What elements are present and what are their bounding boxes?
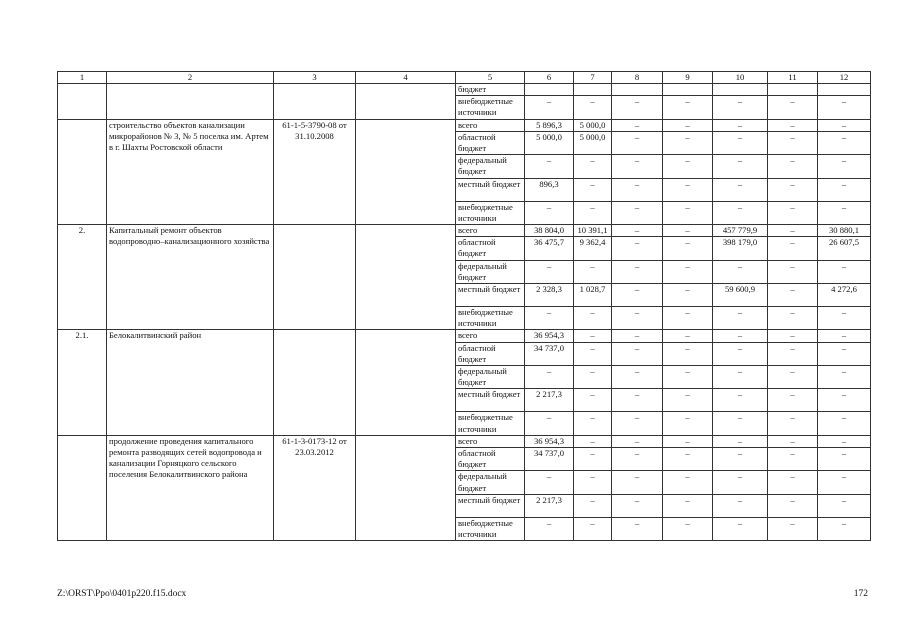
value-cell <box>574 84 612 96</box>
value-cell: – <box>663 131 713 154</box>
value-cell: – <box>574 435 612 447</box>
value-cell: – <box>574 517 612 540</box>
value-cell: – <box>818 260 871 283</box>
funding-source-cell: областной бюджет <box>456 237 525 260</box>
value-cell: 59 600,9 <box>713 284 768 307</box>
budget-table <box>57 71 871 541</box>
value-cell: – <box>612 119 663 131</box>
header-cell: 6 <box>525 72 574 84</box>
value-cell: – <box>663 412 713 435</box>
table-row <box>58 330 871 342</box>
value-cell: – <box>574 155 612 178</box>
value-cell: – <box>818 389 871 412</box>
value-cell: – <box>612 389 663 412</box>
funding-source-cell: внебюджетные источники <box>456 412 525 435</box>
value-cell: – <box>818 412 871 435</box>
value-cell: – <box>818 178 871 201</box>
value-cell: – <box>663 201 713 224</box>
footer-file-path: Z:\ORST\Ppo\0401p220.f15.docx <box>57 589 187 599</box>
value-cell: – <box>713 517 768 540</box>
value-cell: 2 217,3 <box>525 494 574 517</box>
funding-source-cell: федеральный бюджет <box>456 155 525 178</box>
value-cell: – <box>612 155 663 178</box>
value-cell: – <box>663 389 713 412</box>
value-cell: 4 272,6 <box>818 284 871 307</box>
value-cell: 38 804,0 <box>525 225 574 237</box>
value-cell <box>818 84 871 96</box>
funding-source-cell: бюджет <box>456 84 525 96</box>
value-cell: – <box>612 448 663 471</box>
reference-cell: 61-1-3-0173-12 от 23.03.2012 <box>274 435 356 540</box>
value-cell: – <box>525 201 574 224</box>
value-cell <box>525 84 574 96</box>
value-cell: – <box>574 330 612 342</box>
empty-cell <box>356 435 456 540</box>
value-cell: – <box>768 366 818 389</box>
value-cell: 1 028,7 <box>574 284 612 307</box>
funding-source-cell: внебюджетные источники <box>456 517 525 540</box>
value-cell: – <box>574 307 612 330</box>
value-cell: – <box>663 96 713 119</box>
value-cell: – <box>768 178 818 201</box>
value-cell: – <box>713 260 768 283</box>
value-cell: – <box>768 342 818 365</box>
value-cell: – <box>713 155 768 178</box>
value-cell: – <box>663 237 713 260</box>
header-cell: 11 <box>768 72 818 84</box>
value-cell: – <box>713 494 768 517</box>
value-cell: 30 880,1 <box>818 225 871 237</box>
value-cell: – <box>713 471 768 494</box>
reference-cell: 61-1-5-3790-08 от 31.10.2008 <box>274 119 356 224</box>
value-cell: – <box>818 448 871 471</box>
funding-source-cell: всего <box>456 435 525 447</box>
description-cell: Белокалитвинский район <box>107 330 274 435</box>
row-number-cell: 2. <box>58 225 107 330</box>
value-cell: – <box>768 307 818 330</box>
value-cell: – <box>768 237 818 260</box>
value-cell: – <box>713 412 768 435</box>
value-cell: 5 000,0 <box>574 131 612 154</box>
value-cell: 36 954,3 <box>525 330 574 342</box>
value-cell: – <box>768 96 818 119</box>
value-cell: – <box>663 342 713 365</box>
table-header-row <box>58 72 871 84</box>
header-cell: 10 <box>713 72 768 84</box>
value-cell: – <box>663 260 713 283</box>
table-row <box>58 435 871 447</box>
value-cell: – <box>574 366 612 389</box>
row-number-cell <box>58 435 107 540</box>
description-cell: Капитальный ремонт объектов водопроводно–канализационного хозяйства <box>107 225 274 330</box>
row-number-cell <box>58 119 107 224</box>
value-cell: – <box>713 330 768 342</box>
table-row <box>58 225 871 237</box>
value-cell: – <box>768 471 818 494</box>
value-cell: – <box>713 96 768 119</box>
value-cell: – <box>768 225 818 237</box>
value-cell: – <box>663 494 713 517</box>
value-cell: – <box>525 307 574 330</box>
value-cell: – <box>768 119 818 131</box>
value-cell: 5 896,3 <box>525 119 574 131</box>
value-cell: – <box>663 517 713 540</box>
reference-cell <box>274 84 356 120</box>
footer-page-number: 172 <box>853 589 868 599</box>
value-cell: 398 179,0 <box>713 237 768 260</box>
value-cell: – <box>818 330 871 342</box>
funding-source-cell: местный бюджет <box>456 284 525 307</box>
value-cell: – <box>525 96 574 119</box>
reference-cell <box>274 330 356 435</box>
value-cell: 5 000,0 <box>574 119 612 131</box>
value-cell: – <box>818 119 871 131</box>
value-cell: – <box>574 96 612 119</box>
value-cell: – <box>612 131 663 154</box>
reference-cell <box>274 225 356 330</box>
value-cell: – <box>612 225 663 237</box>
value-cell: – <box>612 201 663 224</box>
value-cell: – <box>612 412 663 435</box>
value-cell: – <box>818 471 871 494</box>
value-cell: – <box>768 260 818 283</box>
value-cell: – <box>574 389 612 412</box>
value-cell: – <box>574 178 612 201</box>
value-cell: 34 737,0 <box>525 448 574 471</box>
value-cell: – <box>663 330 713 342</box>
value-cell: – <box>663 284 713 307</box>
value-cell: – <box>525 471 574 494</box>
value-cell: – <box>663 448 713 471</box>
value-cell: – <box>818 435 871 447</box>
value-cell: – <box>612 260 663 283</box>
value-cell: 896,3 <box>525 178 574 201</box>
value-cell: – <box>818 201 871 224</box>
value-cell: – <box>574 201 612 224</box>
value-cell: – <box>768 494 818 517</box>
empty-cell <box>356 119 456 224</box>
value-cell: 2 328,3 <box>525 284 574 307</box>
value-cell: – <box>663 225 713 237</box>
value-cell: – <box>612 96 663 119</box>
value-cell: – <box>612 342 663 365</box>
value-cell: – <box>574 412 612 435</box>
value-cell: 457 779,9 <box>713 225 768 237</box>
row-number-cell: 2.1. <box>58 330 107 435</box>
value-cell: – <box>818 517 871 540</box>
empty-cell <box>356 330 456 435</box>
value-cell: – <box>663 307 713 330</box>
value-cell: – <box>768 412 818 435</box>
funding-source-cell: местный бюджет <box>456 178 525 201</box>
value-cell: 9 362,4 <box>574 237 612 260</box>
description-cell <box>107 84 274 120</box>
value-cell: – <box>612 517 663 540</box>
empty-cell <box>356 225 456 330</box>
value-cell: 26 607,5 <box>818 237 871 260</box>
funding-source-cell: всего <box>456 330 525 342</box>
value-cell: – <box>713 201 768 224</box>
value-cell: – <box>768 389 818 412</box>
value-cell: 2 217,3 <box>525 389 574 412</box>
funding-source-cell: внебюджетные источники <box>456 201 525 224</box>
value-cell: 36 954,3 <box>525 435 574 447</box>
value-cell: – <box>818 494 871 517</box>
value-cell: – <box>768 448 818 471</box>
value-cell: – <box>768 284 818 307</box>
value-cell: – <box>713 342 768 365</box>
funding-source-cell: федеральный бюджет <box>456 471 525 494</box>
funding-source-cell: внебюджетные источники <box>456 307 525 330</box>
funding-source-cell: всего <box>456 119 525 131</box>
header-cell: 12 <box>818 72 871 84</box>
funding-source-cell: местный бюджет <box>456 494 525 517</box>
value-cell: – <box>612 178 663 201</box>
value-cell: – <box>612 237 663 260</box>
value-cell: – <box>574 494 612 517</box>
value-cell: – <box>713 389 768 412</box>
header-cell: 3 <box>274 72 356 84</box>
value-cell: – <box>768 155 818 178</box>
value-cell: – <box>713 119 768 131</box>
value-cell: – <box>612 284 663 307</box>
funding-source-cell: областной бюджет <box>456 342 525 365</box>
value-cell: – <box>612 366 663 389</box>
value-cell: – <box>818 96 871 119</box>
value-cell: – <box>525 412 574 435</box>
empty-cell <box>356 84 456 120</box>
value-cell: – <box>713 448 768 471</box>
value-cell: – <box>663 155 713 178</box>
value-cell: – <box>768 201 818 224</box>
value-cell <box>768 84 818 96</box>
header-cell: 1 <box>58 72 107 84</box>
value-cell: – <box>574 260 612 283</box>
value-cell: – <box>768 330 818 342</box>
value-cell: – <box>663 471 713 494</box>
description-cell: продолжение проведения капитального ремонта разводящих сетей водопровода и канализации Горняцкого сельского поселения Белокалитвинского района <box>107 435 274 540</box>
value-cell: – <box>574 342 612 365</box>
value-cell: – <box>818 307 871 330</box>
table-row <box>58 119 871 131</box>
value-cell: – <box>818 366 871 389</box>
value-cell: – <box>713 131 768 154</box>
value-cell: – <box>713 366 768 389</box>
header-cell: 2 <box>107 72 274 84</box>
description-cell: строительство объектов канализации микрорайонов № 3, № 5 поселка им. Артем в г. Шахты Ростовской области <box>107 119 274 224</box>
value-cell <box>663 84 713 96</box>
value-cell: 34 737,0 <box>525 342 574 365</box>
value-cell <box>612 84 663 96</box>
funding-source-cell: областной бюджет <box>456 131 525 154</box>
table-row <box>58 84 871 96</box>
value-cell: – <box>818 131 871 154</box>
funding-source-cell: всего <box>456 225 525 237</box>
header-cell: 4 <box>356 72 456 84</box>
header-cell: 7 <box>574 72 612 84</box>
header-cell: 8 <box>612 72 663 84</box>
value-cell: – <box>612 307 663 330</box>
value-cell: – <box>818 155 871 178</box>
header-cell: 9 <box>663 72 713 84</box>
value-cell: – <box>612 494 663 517</box>
value-cell: – <box>574 471 612 494</box>
value-cell: – <box>525 260 574 283</box>
value-cell: – <box>525 155 574 178</box>
value-cell: – <box>525 517 574 540</box>
value-cell: – <box>768 435 818 447</box>
funding-source-cell: внебюджетные источники <box>456 96 525 119</box>
value-cell: 5 000,0 <box>525 131 574 154</box>
value-cell: – <box>612 330 663 342</box>
funding-source-cell: федеральный бюджет <box>456 260 525 283</box>
value-cell: – <box>612 471 663 494</box>
value-cell: – <box>713 307 768 330</box>
funding-source-cell: областной бюджет <box>456 448 525 471</box>
header-cell: 5 <box>456 72 525 84</box>
value-cell: 10 391,1 <box>574 225 612 237</box>
funding-source-cell: местный бюджет <box>456 389 525 412</box>
value-cell: – <box>663 178 713 201</box>
value-cell: – <box>713 178 768 201</box>
value-cell: – <box>525 366 574 389</box>
funding-source-cell: федеральный бюджет <box>456 366 525 389</box>
value-cell: 36 475,7 <box>525 237 574 260</box>
value-cell: – <box>574 448 612 471</box>
value-cell: – <box>818 342 871 365</box>
value-cell: – <box>768 131 818 154</box>
row-number-cell <box>58 84 107 120</box>
value-cell: – <box>663 435 713 447</box>
value-cell: – <box>612 435 663 447</box>
value-cell: – <box>663 366 713 389</box>
value-cell: – <box>663 119 713 131</box>
value-cell: – <box>768 517 818 540</box>
value-cell: – <box>713 435 768 447</box>
value-cell <box>713 84 768 96</box>
